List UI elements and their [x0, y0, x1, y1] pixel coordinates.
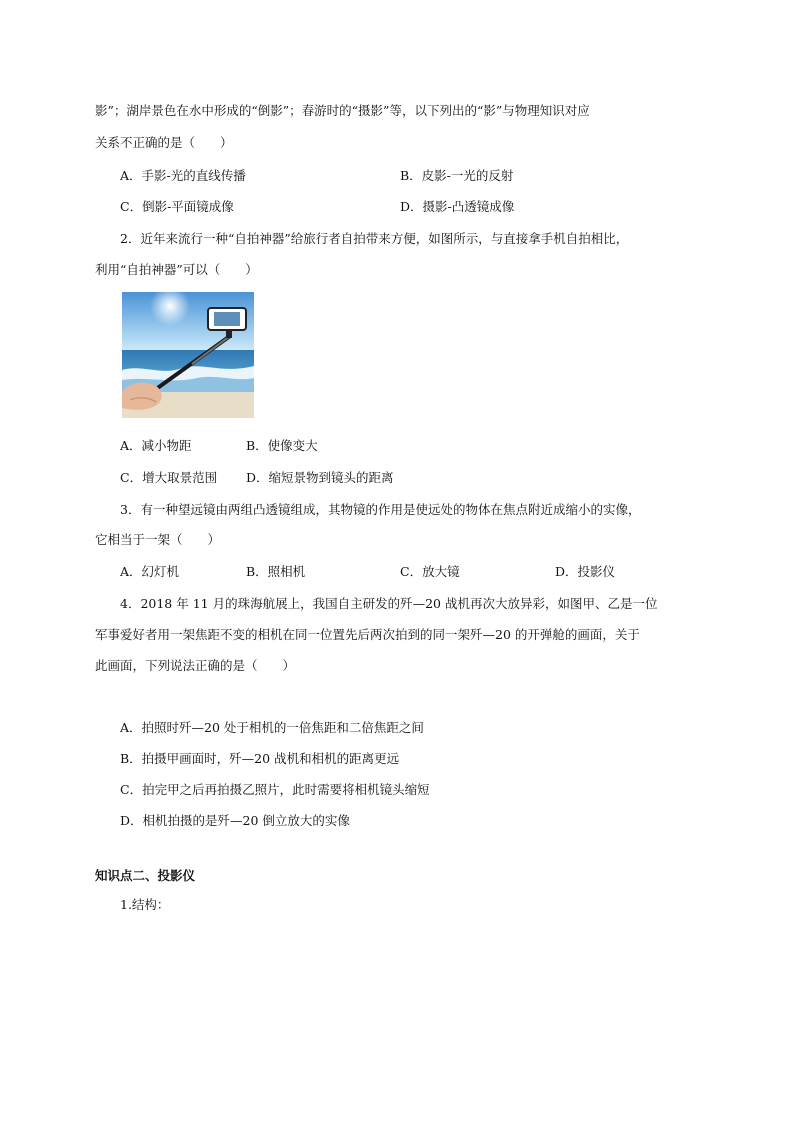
question-3-text: 3．有一种望远镜由两组凸透镜组成，其物镜的作用是使远处的物体在焦点附近成缩小的实像，: [120, 502, 641, 517]
question-2-text: 2．近年来流行一种“自拍神器”给旅行者自拍带来方便，如图所示，与直接拿手机自拍相比，: [120, 231, 629, 246]
option-c: C．增大取景范围: [120, 470, 218, 485]
option-c: C．拍完甲之后再拍摄乙照片，此时需要将相机镜头缩短: [120, 782, 430, 797]
section-item: 1.结构：: [120, 897, 170, 912]
question-text: 影”；湖岸景色在水中形成的“倒影”；春游时的“摄影”等，以下列出的“影”与物理知识对应: [95, 103, 590, 118]
option-c: C．倒影-平面镜成像: [120, 199, 234, 214]
option-a: A．减小物距: [120, 438, 192, 453]
question-text: 关系不正确的是（ ）: [95, 135, 233, 150]
option-a: A．手影-光的直线传播: [120, 168, 246, 183]
option-c: C．放大镜: [400, 564, 460, 579]
option-d: D．相机拍摄的是歼—20 倒立放大的实像: [120, 813, 350, 828]
option-a: A．幻灯机: [120, 564, 180, 579]
option-a: A．拍照时歼—20 处于相机的一倍焦距和二倍焦距之间: [120, 720, 424, 735]
option-b: B．使像变大: [246, 438, 318, 453]
option-d: D．缩短景物到镜头的距离: [246, 470, 394, 485]
option-b: B．皮影-一光的反射: [400, 168, 514, 183]
question-4-text: 4．2018 年 11 月的珠海航展上，我国自主研发的歼—20 战机再次大放异彩，如图甲、乙是一位: [120, 596, 658, 611]
option-d: D．摄影-凸透镜成像: [400, 199, 515, 214]
selfie-stick-photo: [122, 292, 254, 418]
option-b: B．拍摄甲画面时，歼—20 战机和相机的距离更远: [120, 751, 400, 766]
question-4-text: 此画面，下列说法正确的是（ ）: [95, 658, 296, 673]
question-3-text: 它相当于一架（ ）: [95, 532, 221, 547]
section-heading: 知识点二、投影仪: [95, 868, 196, 883]
option-d: D．投影仪: [555, 564, 616, 579]
question-4-text: 军事爱好者用一架焦距不变的相机在同一位置先后两次拍到的同一架歼—20 的开弹舱的画面，关于: [95, 627, 640, 642]
option-b: B．照相机: [246, 564, 306, 579]
question-2-text: 利用“自拍神器”可以（ ）: [95, 262, 258, 277]
